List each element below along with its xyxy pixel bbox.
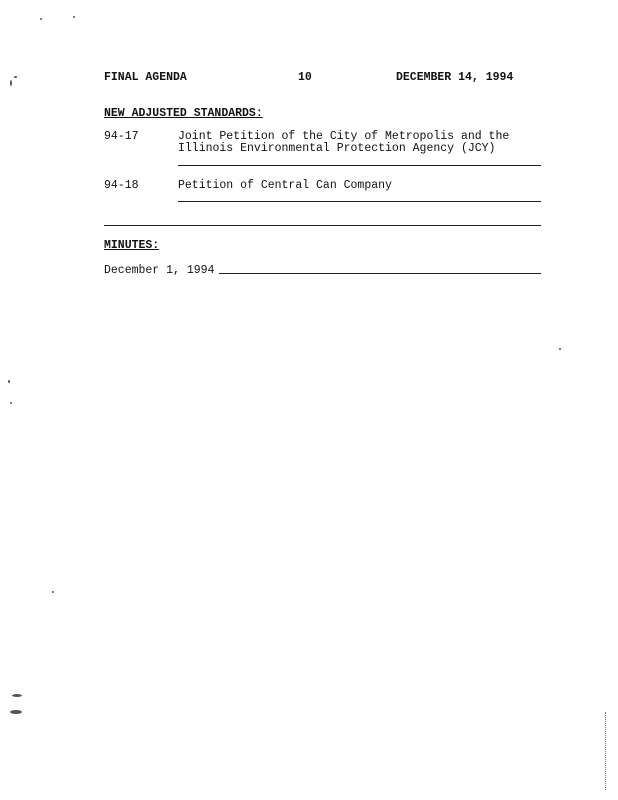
scan-speck xyxy=(40,18,42,20)
agenda-title: FINAL AGENDA xyxy=(104,71,187,84)
minutes-entry-rule xyxy=(219,273,541,274)
scan-speck xyxy=(14,76,17,78)
agenda-date: DECEMBER 14, 1994 xyxy=(396,71,514,84)
section-heading-minutes: MINUTES: xyxy=(104,239,160,252)
margin-scan-artifact xyxy=(605,712,607,790)
item-description-94-17-line2: Illinois Environmental Protection Agency (JCY) xyxy=(178,142,496,155)
scan-speck xyxy=(8,380,10,383)
scan-speck xyxy=(12,694,22,697)
item-rule-94-18 xyxy=(178,201,541,202)
scan-speck xyxy=(73,16,75,18)
scan-speck xyxy=(52,591,54,593)
scan-speck xyxy=(10,402,12,404)
scan-speck xyxy=(10,710,22,714)
scan-speck xyxy=(10,80,12,86)
minutes-entry-date: December 1, 1994 xyxy=(104,264,215,277)
scan-speck xyxy=(559,348,561,350)
item-description-94-18: Petition of Central Can Company xyxy=(178,179,392,192)
item-number-94-17: 94-17 xyxy=(104,130,139,143)
section-heading-new-adjusted-standards: NEW ADJUSTED STANDARDS: xyxy=(104,107,263,120)
item-description-94-17-line1: Joint Petition of the City of Metropolis and the xyxy=(178,130,510,143)
page-number: 10 xyxy=(298,71,312,84)
item-number-94-18: 94-18 xyxy=(104,179,139,192)
item-rule-94-17 xyxy=(178,165,541,166)
section-divider-rule xyxy=(104,225,541,226)
